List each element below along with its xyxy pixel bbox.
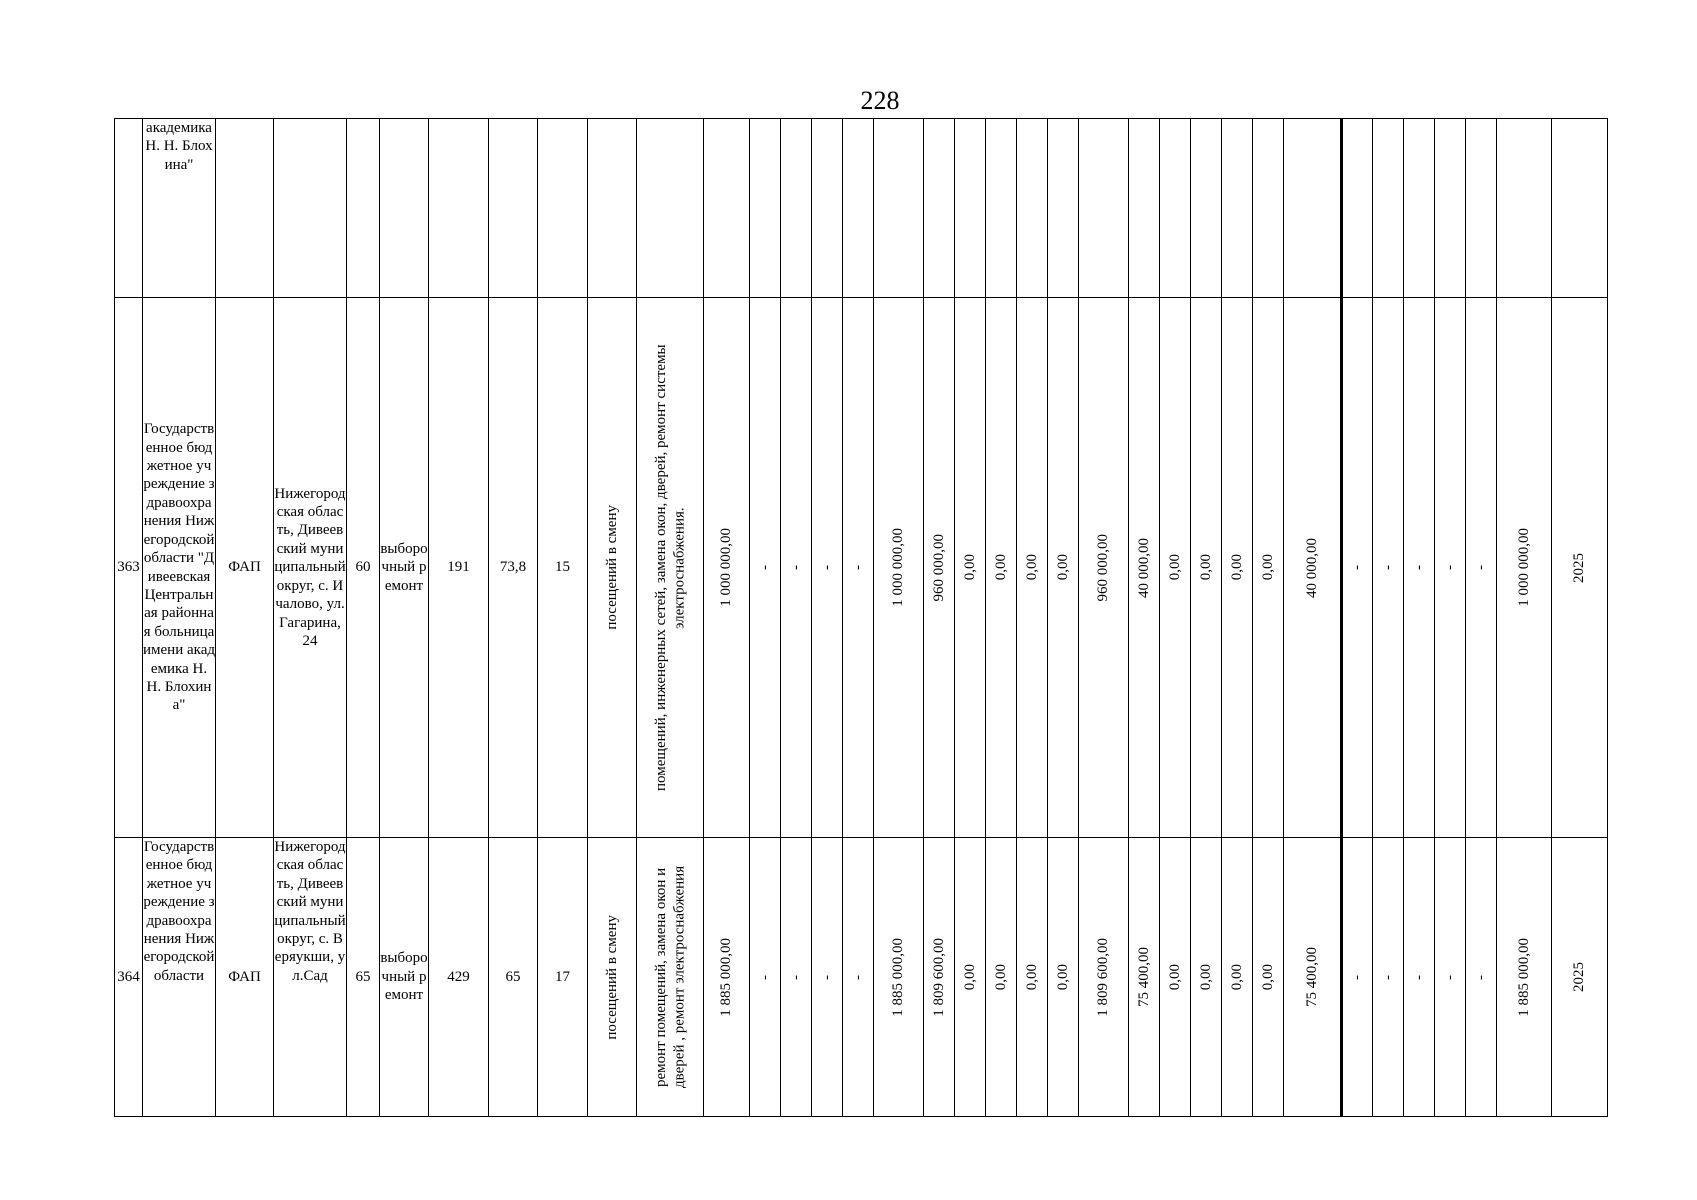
table-cell xyxy=(704,119,750,298)
work-type xyxy=(380,119,429,298)
table-cell: 40 000,00 xyxy=(1129,298,1160,838)
table-cell xyxy=(1048,119,1079,298)
table-cell: 65 xyxy=(347,838,380,1117)
page-number: 228 xyxy=(860,86,900,115)
institution-name: Государственное бюджетное учреждение здравоохранения Нижегородской области xyxy=(143,838,216,1117)
table-cell xyxy=(1079,119,1129,298)
table-cell: - xyxy=(1404,298,1435,838)
row-number: 363 xyxy=(115,298,143,838)
table-cell xyxy=(1497,119,1552,298)
table-cell xyxy=(812,119,843,298)
work-description: ремонт помещений, замена окон и дверей , ремонт электроснабжения xyxy=(637,838,704,1117)
table-cell xyxy=(781,119,812,298)
capacity-unit: посещений в смену xyxy=(588,838,637,1117)
table-cell: 429 xyxy=(429,838,489,1117)
table-cell: 73,8 xyxy=(489,298,538,838)
table-cell: 0,00 xyxy=(1222,838,1253,1117)
table-cell: 15 xyxy=(538,298,588,838)
table-cell: 65 xyxy=(489,838,538,1117)
table-cell xyxy=(1373,119,1404,298)
table-cell: 0,00 xyxy=(986,298,1017,838)
capacity-unit xyxy=(588,119,637,298)
work-description: помещений, инженерных сетей, замена окон, дверей, ремонт системы электроснабжения. xyxy=(637,298,704,838)
table-cell: 1 809 600,00 xyxy=(924,838,955,1117)
table-cell: 1 885 000,00 xyxy=(1497,838,1552,1117)
table-cell: 1 000 000,00 xyxy=(874,298,924,838)
table-cell: 0,00 xyxy=(955,838,986,1117)
table-cell xyxy=(874,119,924,298)
table-cell: - xyxy=(1466,838,1497,1117)
table-cell xyxy=(750,119,781,298)
row-number xyxy=(115,119,143,298)
table-cell xyxy=(1129,119,1160,298)
address xyxy=(274,119,347,298)
table-cell: 75 400,00 xyxy=(1284,838,1342,1117)
table-cell xyxy=(1552,119,1608,298)
table-cell xyxy=(489,119,538,298)
table-row xyxy=(115,119,1608,298)
table-cell: - xyxy=(781,298,812,838)
address: Нижегородская область, Дивеевский муниципальный округ, с. Веряукши, ул.Сад xyxy=(274,838,347,1117)
table-cell: - xyxy=(750,838,781,1117)
table-cell: 960 000,00 xyxy=(1079,298,1129,838)
table-cell: - xyxy=(1466,298,1497,838)
table-cell: - xyxy=(1404,838,1435,1117)
table-cell: - xyxy=(1342,838,1373,1117)
table-cell xyxy=(1404,119,1435,298)
table-cell xyxy=(429,119,489,298)
table-cell: 0,00 xyxy=(1160,838,1191,1117)
table-cell xyxy=(1253,119,1284,298)
table-cell: - xyxy=(1373,298,1404,838)
table-cell: 40 000,00 xyxy=(1284,298,1342,838)
table-cell: 1 885 000,00 xyxy=(874,838,924,1117)
table-cell xyxy=(1222,119,1253,298)
table-cell xyxy=(1191,119,1222,298)
table-cell: 2025 xyxy=(1552,298,1608,838)
table-cell xyxy=(538,119,588,298)
table-cell: 1 000 000,00 xyxy=(704,298,750,838)
table-cell: 0,00 xyxy=(1048,298,1079,838)
table-cell: 0,00 xyxy=(1191,298,1222,838)
work-type: выборочный ремонт xyxy=(380,298,429,838)
capacity-unit: посещений в смену xyxy=(588,298,637,838)
table-cell xyxy=(1435,119,1466,298)
table-cell: - xyxy=(1435,838,1466,1117)
table-cell: 60 xyxy=(347,298,380,838)
table-cell: 0,00 xyxy=(1222,298,1253,838)
facility-type: ФАП xyxy=(216,298,274,838)
table-cell: - xyxy=(812,298,843,838)
table-cell xyxy=(1466,119,1497,298)
table-cell: - xyxy=(781,838,812,1117)
table-cell: 75 400,00 xyxy=(1129,838,1160,1117)
table-cell: 0,00 xyxy=(1017,298,1048,838)
row-number: 364 xyxy=(115,838,143,1117)
table-cell xyxy=(924,119,955,298)
table-cell: - xyxy=(1435,298,1466,838)
table-cell: - xyxy=(843,298,874,838)
table-cell: 960 000,00 xyxy=(924,298,955,838)
table-cell: 0,00 xyxy=(986,838,1017,1117)
facility-type xyxy=(216,119,274,298)
table-cell xyxy=(1017,119,1048,298)
table-cell: 191 xyxy=(429,298,489,838)
table-cell: 0,00 xyxy=(1017,838,1048,1117)
table-cell: 1 809 600,00 xyxy=(1079,838,1129,1117)
table-cell xyxy=(1284,119,1342,298)
table-cell xyxy=(955,119,986,298)
table-cell: 0,00 xyxy=(955,298,986,838)
work-type: выборочный ремонт xyxy=(380,838,429,1117)
table-cell: 0,00 xyxy=(1253,298,1284,838)
table-cell: 0,00 xyxy=(1160,298,1191,838)
address: Нижегородская область, Дивеевский муниципальный округ, с. Ичалово, ул.Гагарина, 24 xyxy=(274,298,347,838)
table-cell: - xyxy=(843,838,874,1117)
table-cell: 1 000 000,00 xyxy=(1497,298,1552,838)
institution-name: Государственное бюджетное учреждение здравоохранения Нижегородской области "Дивеевская Центральная районная больница имени академика Н. Н. Блохина" xyxy=(143,298,216,838)
table-cell: 1 885 000,00 xyxy=(704,838,750,1117)
table-cell: - xyxy=(1342,298,1373,838)
facility-type: ФАП xyxy=(216,838,274,1117)
work-description xyxy=(637,119,704,298)
table-cell: 0,00 xyxy=(1048,838,1079,1117)
institution-name: академика Н. Н. Блохина" xyxy=(143,119,216,298)
table-cell xyxy=(843,119,874,298)
table-cell: 0,00 xyxy=(1253,838,1284,1117)
table-cell: 17 xyxy=(538,838,588,1117)
table-cell: 0,00 xyxy=(1191,838,1222,1117)
table-cell: - xyxy=(1373,838,1404,1117)
table-cell xyxy=(1160,119,1191,298)
table-cell xyxy=(347,119,380,298)
register-table xyxy=(114,118,1608,1117)
table-cell: 2025 xyxy=(1552,838,1608,1117)
table-cell: - xyxy=(750,298,781,838)
table-cell: - xyxy=(812,838,843,1117)
table-cell xyxy=(1342,119,1373,298)
table-row xyxy=(115,838,1608,1117)
table-row xyxy=(115,298,1608,838)
table-cell xyxy=(986,119,1017,298)
